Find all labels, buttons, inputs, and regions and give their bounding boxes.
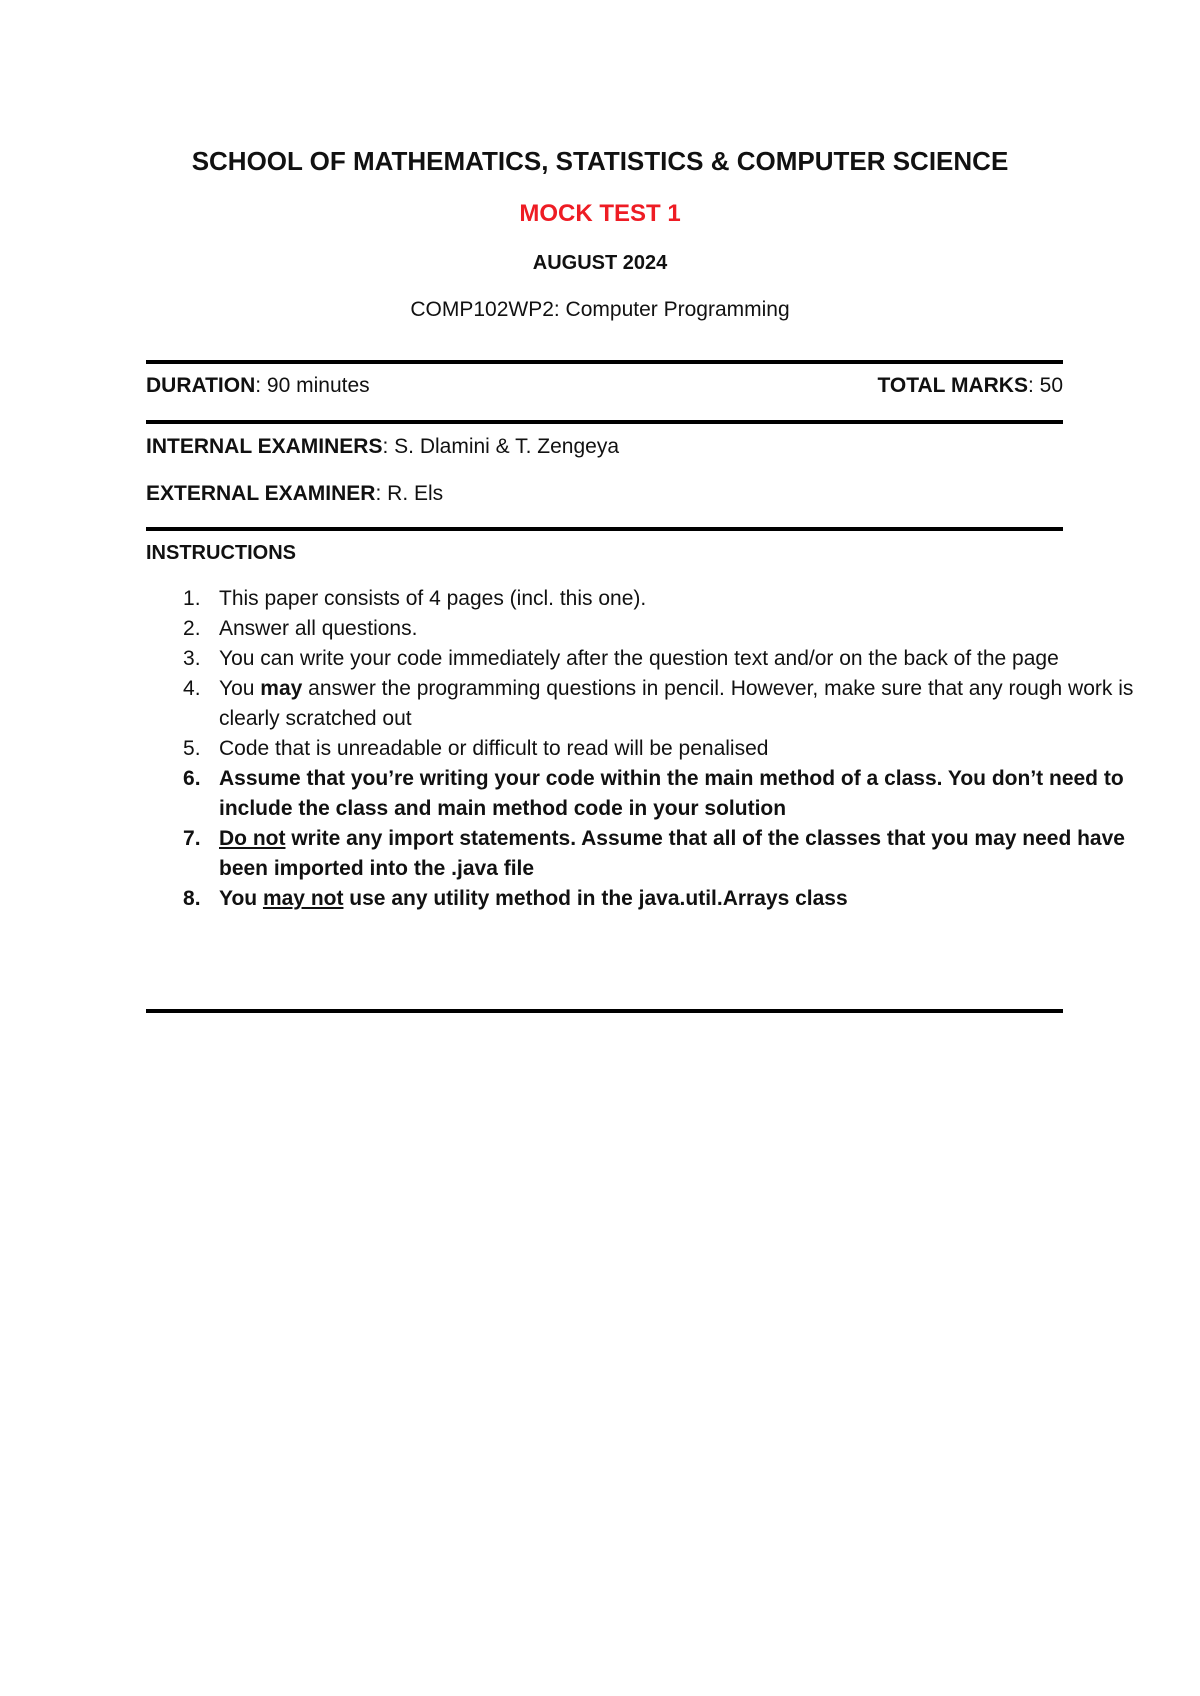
duration-value: : 90 minutes	[255, 374, 370, 397]
instruction-item	[219, 824, 1136, 884]
instruction-item	[219, 734, 1136, 764]
instruction-text: Code that is unreadable or difficult to read will be penalised	[219, 737, 769, 760]
divider-instructions	[146, 527, 1063, 531]
instruction-text: You	[219, 677, 261, 700]
instructions-list	[146, 584, 1136, 914]
instruction-item	[219, 764, 1136, 824]
instruction-text: This paper consists of 4 pages (incl. this one).	[219, 587, 647, 610]
instruction-text: You	[219, 887, 263, 910]
internal-examiners-label: INTERNAL EXAMINERS	[146, 435, 383, 458]
course-title: COMP102WP2: Computer Programming	[410, 298, 790, 321]
instruction-text: Answer all questions.	[219, 617, 418, 640]
total-marks-value: : 50	[1027, 374, 1063, 397]
instruction-item	[219, 584, 1136, 614]
divider-bottom	[146, 1009, 1063, 1013]
total-marks-label: TOTAL MARKS	[877, 374, 1028, 397]
instruction-item	[219, 614, 1136, 644]
instruction-item	[219, 884, 1136, 914]
duration-label: DURATION	[146, 374, 256, 397]
internal-examiners-row	[146, 435, 1063, 459]
external-examiner-row	[146, 482, 1063, 506]
school-name: SCHOOL OF MATHEMATICS, STATISTICS & COMPUTER SCIENCE	[191, 146, 1009, 176]
instruction-item	[219, 674, 1136, 734]
test-title: MOCK TEST 1	[519, 200, 681, 227]
instruction-text: write any import statements. Assume that all of the classes that you may need have been imported into the .java file	[219, 827, 1125, 880]
instruction-emphasis: Do not	[219, 827, 286, 850]
internal-examiners-value: : S. Dlamini & T. Zengeya	[382, 435, 620, 458]
duration-marks-row	[146, 374, 1063, 398]
instruction-emphasis: may	[260, 677, 303, 700]
instruction-text: Assume that you’re writing your code within the main method of a class. You don’t need to include the class and main method code in your solution	[219, 767, 1124, 820]
divider-middle	[146, 420, 1063, 424]
total-marks	[877, 374, 1063, 398]
instruction-text: You can write your code immediately after the question text and/or on the back of the page	[219, 647, 1059, 670]
divider-top	[146, 360, 1063, 364]
instruction-emphasis: may not	[262, 887, 344, 910]
test-date: AUGUST 2024	[532, 252, 668, 274]
instruction-text: use any utility method in the java.util.Arrays class	[343, 887, 848, 910]
external-examiner-value: : R. Els	[375, 482, 444, 505]
instructions-title: INSTRUCTIONS	[146, 542, 296, 564]
instruction-item	[219, 644, 1136, 674]
instruction-text: answer the programming questions in pencil. However, make sure that any rough work is clearly scratched out	[219, 677, 1134, 730]
external-examiner-label: EXTERNAL EXAMINER	[146, 482, 376, 505]
